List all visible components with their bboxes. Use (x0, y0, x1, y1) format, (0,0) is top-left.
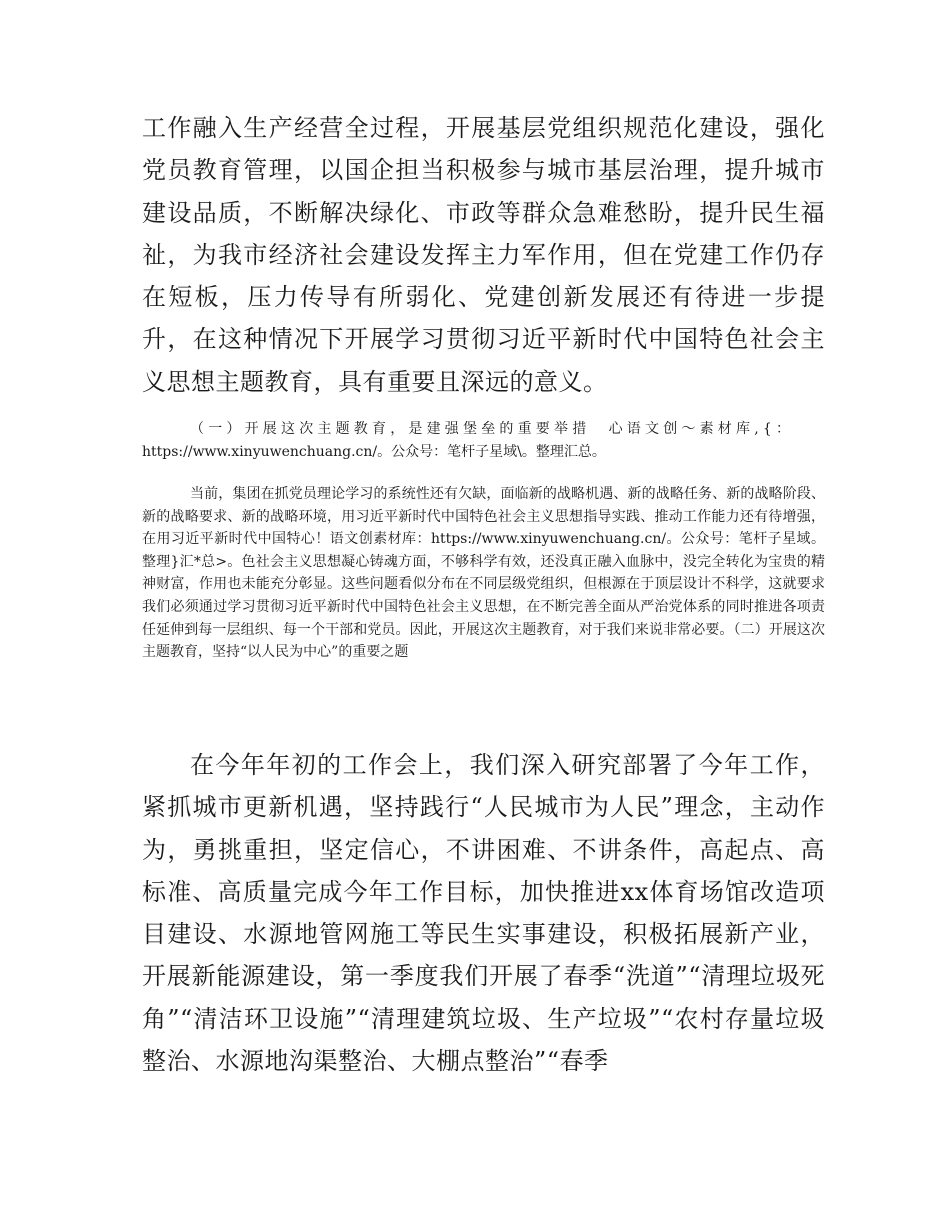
body-paragraph-continued: 工作融入生产经营全过程，开展基层党组织规范化建设，强化党员教育管理，以国企担当积极参与城市基层治理，提升城市建设品质，不断解决绿化、市政等群众急难愁盼，提升民生福祉，为我市经济社会建设发挥主力军作用，但在党建工作仍存在短板，压力传导有所弱化、党建创新发展还有待进一步提升，在这种情况下开展学习贯彻习近平新时代中国特色社会主义思想主题教育，具有重要且深远的意义。 (142, 114, 825, 396)
section-heading-1: （一）开展这次主题教育，是建强堡垒的重要举措 心语文创～素材库,{： (190, 421, 795, 437)
body-paragraph-small: 当前，集团在抓党员理论学习的系统性还有欠缺，面临新的战略机遇、新的战略任务、新的战略阶段、新的战略要求、新的战略环境，用习近平新时代中国特色社会主义思想指导实践、推动工作能力还有待增强，在用习近平新时代中国特心！语文创素材库：https://www.xinyuwenchuang.cn/。公众号：笔杆子星域。整理}汇*总>。色社会主义思想凝心铸魂方面，不够科学有效，还没真正融入血脉中，没完全转化为宝贵的精神财富，作用也未能充分彰显。这些问题看似分布在不同层级党组织，但根源在于顶层设计不科学，这就要求我们必须通过学习贯彻习近平新时代中国特色社会主义思想，在不断完善全面从严治党体系的同时推进各项责任延伸到每一层组织、每一个干部和党员。因此，开展这次主题教育，对于我们来说非常必要。（二）开展这次主题教育，坚持“以人民为中心”的重要之题 (142, 486, 825, 661)
section-heading-block (142, 418, 825, 463)
body-paragraph: 在今年年初的工作会上，我们深入研究部署了今年工作，紧抓城市更新机遇，坚持践行“人民城市为人民”理念，主动作为，勇挑重担，坚定信心，不讲困难、不讲条件，高起点、高标准、高质量完成今年工作目标，加快推进xx体育场馆改造项目建设、水源地管网施工等民生实事建设，积极拓展新产业，开展新能源建设，第一季度我们开展了春季“洗道”“清理垃圾死角”“清洁环卫设施”“清理建筑垃圾、生产垃圾”“农村存量垃圾整治、水源地沟渠整治、大棚点整治”“春季 (142, 751, 825, 1076)
section-heading-1-tail: https://www.xinyuwenchuang.cn/。公众号：笔杆子星域\。整理汇总。 (142, 443, 606, 460)
